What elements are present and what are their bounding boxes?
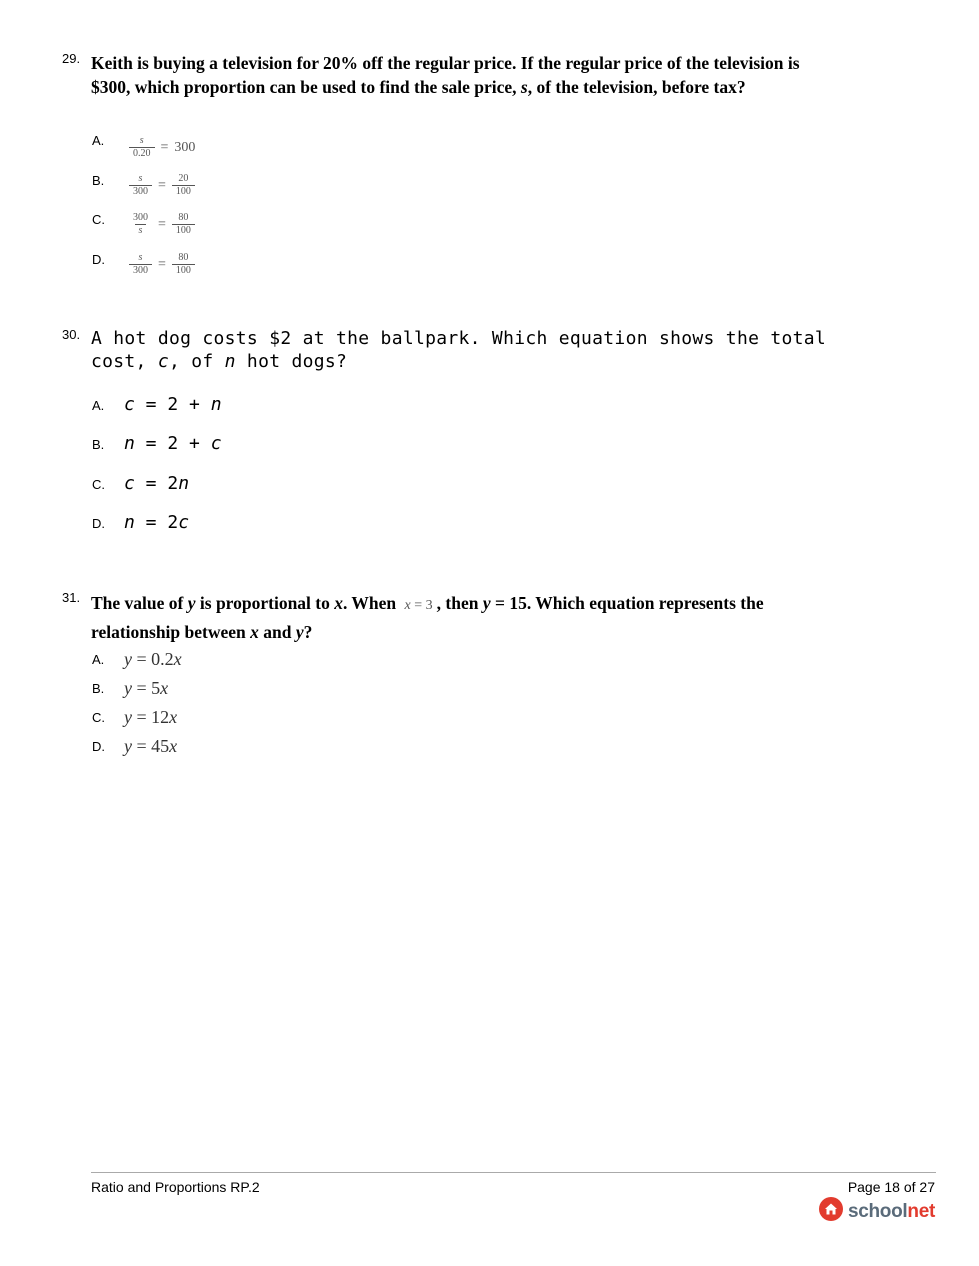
option-letter: B. (92, 681, 105, 696)
option-letter: D. (92, 516, 105, 531)
option-letter: A. (92, 652, 105, 667)
option-math: y = 0.2x (124, 649, 182, 669)
option-math: y = 12x (124, 707, 178, 727)
option-math: n = 2 + c (124, 433, 222, 454)
option-letter: C. (92, 212, 105, 227)
inline-equation: x = 3 (404, 598, 433, 613)
option-letter: B. (92, 437, 105, 452)
question-text: Keith is buying a television for 20% off the regular price. If the regular price of the television is $300, which proportion can be used to find the sale price, s, of the television, before tax? (91, 53, 800, 97)
option-letter: B. (92, 173, 105, 188)
question-number: 30. (62, 327, 81, 342)
option-letter: C. (92, 477, 105, 492)
option-letter: A. (92, 398, 105, 413)
option-math: $\frac{s}{300}$ = $\frac{20}{100}$ (129, 173, 195, 198)
page-number: Page 18 of 27 (847, 1179, 935, 1195)
question-text: A hot dog costs $2 at the ballpark. Which equation shows the total cost, c, of n hot dogs? (91, 328, 827, 372)
option-math: $\frac{s}{300}$ = $\frac{80}{100}$ (129, 252, 195, 277)
option-letter: A. (92, 133, 105, 148)
option-math: y = 45x (124, 736, 178, 756)
option-letter: D. (92, 252, 105, 267)
footer-divider (91, 1172, 936, 1173)
logo-text: schoolnet (847, 1200, 935, 1222)
house-icon (818, 1196, 844, 1227)
question-number: 31. (62, 590, 81, 605)
option-math: c = 2 + n (124, 394, 222, 415)
question-29 (62, 51, 842, 276)
option-letter: D. (92, 739, 105, 754)
option-math: n = 2c (124, 512, 190, 533)
question-30 (62, 327, 842, 533)
option-math: $\frac{s}{0.20}$ = 300 (129, 135, 195, 160)
question-number: 29. (62, 51, 81, 66)
option-math: c = 2n (124, 473, 190, 494)
option-math: $\frac{300}{s}$ = $\frac{80}{100}$ (129, 212, 195, 237)
question-text: The value of y is proportional to x. When x = 3 , then y = 15. Which equation represents the relationship between x and y? (91, 593, 764, 642)
question-31 (62, 590, 842, 756)
option-letter: C. (92, 710, 105, 725)
option-math: y = 5x (124, 678, 169, 698)
schoolnet-logo (818, 1196, 935, 1227)
footer-title: Ratio and Proportions RP.2 (91, 1179, 260, 1195)
